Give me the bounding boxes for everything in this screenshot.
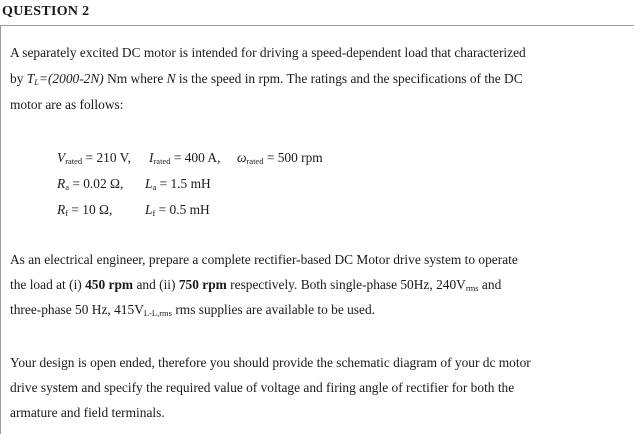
- paragraph3-line1: Your design is open ended, therefore you should provide the schematic diagram of your dc motor: [10, 355, 531, 370]
- spec-lf: $L_f = 0.5$ mH: [145, 202, 210, 218]
- paragraph1-line3: motor are as follows:: [10, 97, 124, 112]
- question-title: QUESTION 2: [2, 4, 90, 19]
- paragraph1-line1: A separately excited DC motor is intended for driving a speed-dependent load that characterized: [10, 45, 526, 60]
- paragraph2-line3: three-phase 50 Hz, $415V_{L-L,rms}$ rms supplies are available to be used.: [10, 302, 375, 318]
- line2-pre: by: [10, 71, 27, 86]
- spec-rf: $R_f = 10$ Ω,: [57, 202, 113, 218]
- paragraph3-line3: armature and field terminals.: [10, 405, 165, 420]
- paragraph2-line1: As an electrical engineer, prepare a complete rectifier-based DC Motor drive system to operate: [10, 252, 518, 267]
- spec-v-rated: $V_{rated} = 210$ V,: [57, 150, 131, 166]
- paragraph2-line2: the load at (i) 450 rpm and (ii) 750 rpm respectively. Both single-phase 50Hz, $240V_{rms}$ and: [10, 277, 502, 293]
- spec-ra: $R_a = 0.02$ Ω,: [57, 176, 124, 192]
- paragraph1-line2: [10, 71, 523, 87]
- line2-post: is the speed in rpm. The ratings and the specifications of the DC: [175, 71, 523, 86]
- line2-mid: Nm where: [103, 71, 167, 86]
- speed-750: 750 rpm: [178, 277, 227, 292]
- spec-omega-rated: $\omega_{rated} = 500$ rpm: [237, 150, 323, 166]
- speed-symbol: N: [166, 71, 176, 86]
- speed-450: 450 rpm: [85, 277, 134, 292]
- spec-i-rated: $I_{rated} = 400$ A,: [149, 150, 221, 166]
- spec-la: $L_a = 1.5$ mH: [145, 176, 211, 192]
- load-torque-symbol: $T_L=(2000-2N)$: [26, 71, 104, 87]
- paragraph3-line2: drive system and specify the required value of voltage and firing angle of rectifier for both the: [10, 380, 515, 395]
